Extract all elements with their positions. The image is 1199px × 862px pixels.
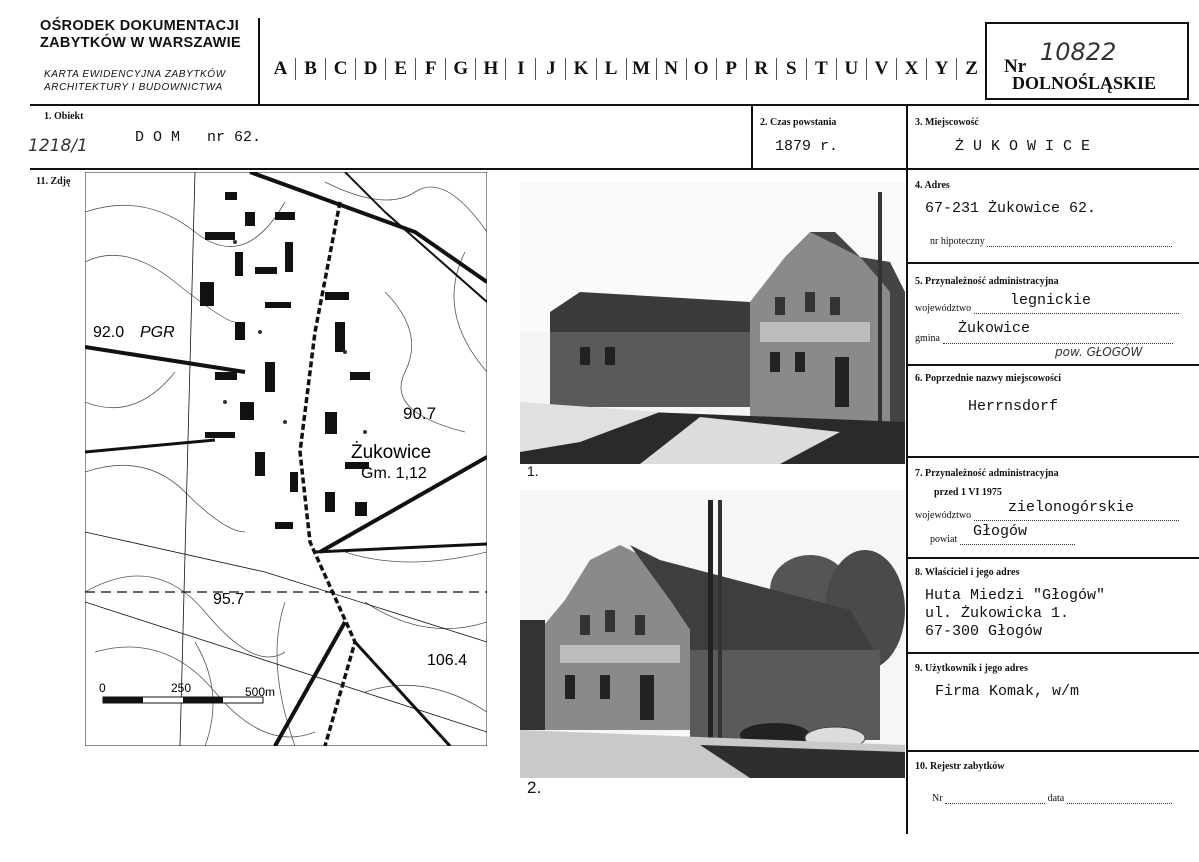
- nr-label: Nr: [1004, 56, 1027, 77]
- index-letter: A: [266, 58, 296, 80]
- wojewodztwo-value: legnickie: [1010, 292, 1092, 309]
- org-line-2: ZABYTKÓW W WARSZAWIE: [40, 35, 241, 51]
- photo-1-caption: 1.: [527, 463, 539, 479]
- index-letter: S: [777, 58, 807, 80]
- powiat-note: pow. GŁOGÓW: [1055, 345, 1143, 359]
- rejestr-label: 10. Rejestr zabytków: [915, 761, 1005, 772]
- index-letter: V: [867, 58, 897, 80]
- scale-label: 0: [99, 681, 106, 695]
- index-letter: E: [386, 58, 416, 80]
- powiat-label: powiat: [930, 534, 958, 545]
- index-letter: D: [356, 58, 386, 80]
- czas-label: 2. Czas powstania: [760, 117, 837, 128]
- index-letter: Y: [927, 58, 957, 80]
- rejestr-fields: [932, 793, 1172, 804]
- alphabet-index: [266, 58, 986, 80]
- przed1975-sub: przed 1 VI 1975: [934, 487, 1002, 498]
- adres-label: 4. Adres: [915, 180, 950, 191]
- hipoteczny-label: nr hipoteczny: [930, 236, 985, 247]
- map-label: PGR: [140, 324, 175, 341]
- map-label: 106.4: [427, 652, 468, 669]
- index-letter: P: [717, 58, 747, 80]
- gmina-field: [915, 333, 1173, 344]
- photo-2-caption: 2.: [527, 778, 542, 797]
- index-letter: J: [536, 58, 566, 80]
- card-type-line-1: KARTA EWIDENCYJNA ZABYTKÓW: [44, 69, 226, 80]
- wlasciciel-label: 8. Właściciel i jego adres: [915, 567, 1020, 578]
- map-label: Gm. 1,12: [361, 465, 427, 482]
- index-letter: O: [687, 58, 717, 80]
- index-letter: Z: [965, 58, 978, 79]
- index-letter: U: [837, 58, 867, 80]
- region-stamp: DOLNOŚLĄSKIE: [1012, 73, 1157, 93]
- powiat-value: Głogów: [973, 523, 1028, 540]
- margin-note: 1218/1: [28, 136, 88, 156]
- map-label: Żukowice: [351, 442, 432, 463]
- scale-label: 250: [171, 681, 192, 695]
- przynaleznosc-label: 5. Przynależność administracyjna: [915, 276, 1059, 287]
- miejscowosc-label: 3. Miejscowość: [915, 117, 979, 128]
- czas-value: 1879 r.: [775, 138, 839, 155]
- wlasciciel-line-1: Huta Miedzi "Głogów": [925, 587, 1106, 604]
- index-letter: N: [657, 58, 687, 80]
- index-letter: C: [326, 58, 356, 80]
- obiekt-value: D O M nr 62.: [135, 129, 262, 146]
- wojewodztwo-label: województwo: [915, 303, 972, 314]
- uzytkownik-value: Firma Komak, w/m: [935, 683, 1080, 700]
- wojewodztwo-old-value: zielonogórskie: [1008, 499, 1135, 516]
- miejscowosc-value: Ż U K O W I C E: [955, 138, 1091, 155]
- topographic-map: [85, 172, 487, 746]
- map-label: 92.0: [93, 324, 125, 341]
- index-letter: B: [296, 58, 326, 80]
- index-letter: R: [747, 58, 777, 80]
- photo-1: [520, 182, 905, 464]
- obiekt-label: 1. Obiekt: [44, 111, 84, 122]
- uzytkownik-label: 9. Użytkownik i jego adres: [915, 663, 1028, 674]
- adres-value: 67-231 Żukowice 62.: [925, 200, 1097, 217]
- rejestr-nr-label: Nr: [932, 793, 943, 804]
- wojewodztwo-old-label: województwo: [915, 510, 972, 521]
- poprzednie-value: Herrnsdorf: [968, 398, 1059, 415]
- map-label: 90.7: [403, 404, 437, 423]
- poprzednie-label: 6. Poprzednie nazwy miejscowości: [915, 373, 1062, 384]
- card-number: 10822: [1040, 38, 1117, 66]
- index-letter: I: [506, 58, 536, 80]
- org-line-1: OŚRODEK DOKUMENTACJI: [40, 18, 240, 34]
- index-letter: G: [446, 58, 476, 80]
- index-letter: F: [416, 58, 446, 80]
- index-letter: M: [627, 58, 657, 80]
- index-letter: L: [597, 58, 627, 80]
- scale-label: 500m: [245, 685, 276, 699]
- card-type-line-2: ARCHITEKTURY I BUDOWNICTWA: [44, 82, 223, 93]
- zdjecia-label: 11. Zdję: [36, 176, 71, 187]
- index-letter: X: [897, 58, 927, 80]
- hipoteczny-field: [930, 236, 1172, 247]
- gmina-label: gmina: [915, 333, 940, 344]
- gmina-value: Żukowice: [958, 320, 1031, 337]
- index-letter: H: [476, 58, 506, 80]
- photo-2: [520, 490, 905, 778]
- rejestr-data-label: data: [1047, 793, 1065, 804]
- wlasciciel-line-3: 67-300 Głogów: [925, 623, 1043, 640]
- index-letter: K: [566, 58, 596, 80]
- przed1975-label: 7. Przynależność administracyjna: [915, 468, 1059, 479]
- index-letter: T: [807, 58, 837, 80]
- map-label: 95.7: [213, 591, 245, 608]
- wlasciciel-line-2: ul. Żukowicka 1.: [925, 605, 1070, 622]
